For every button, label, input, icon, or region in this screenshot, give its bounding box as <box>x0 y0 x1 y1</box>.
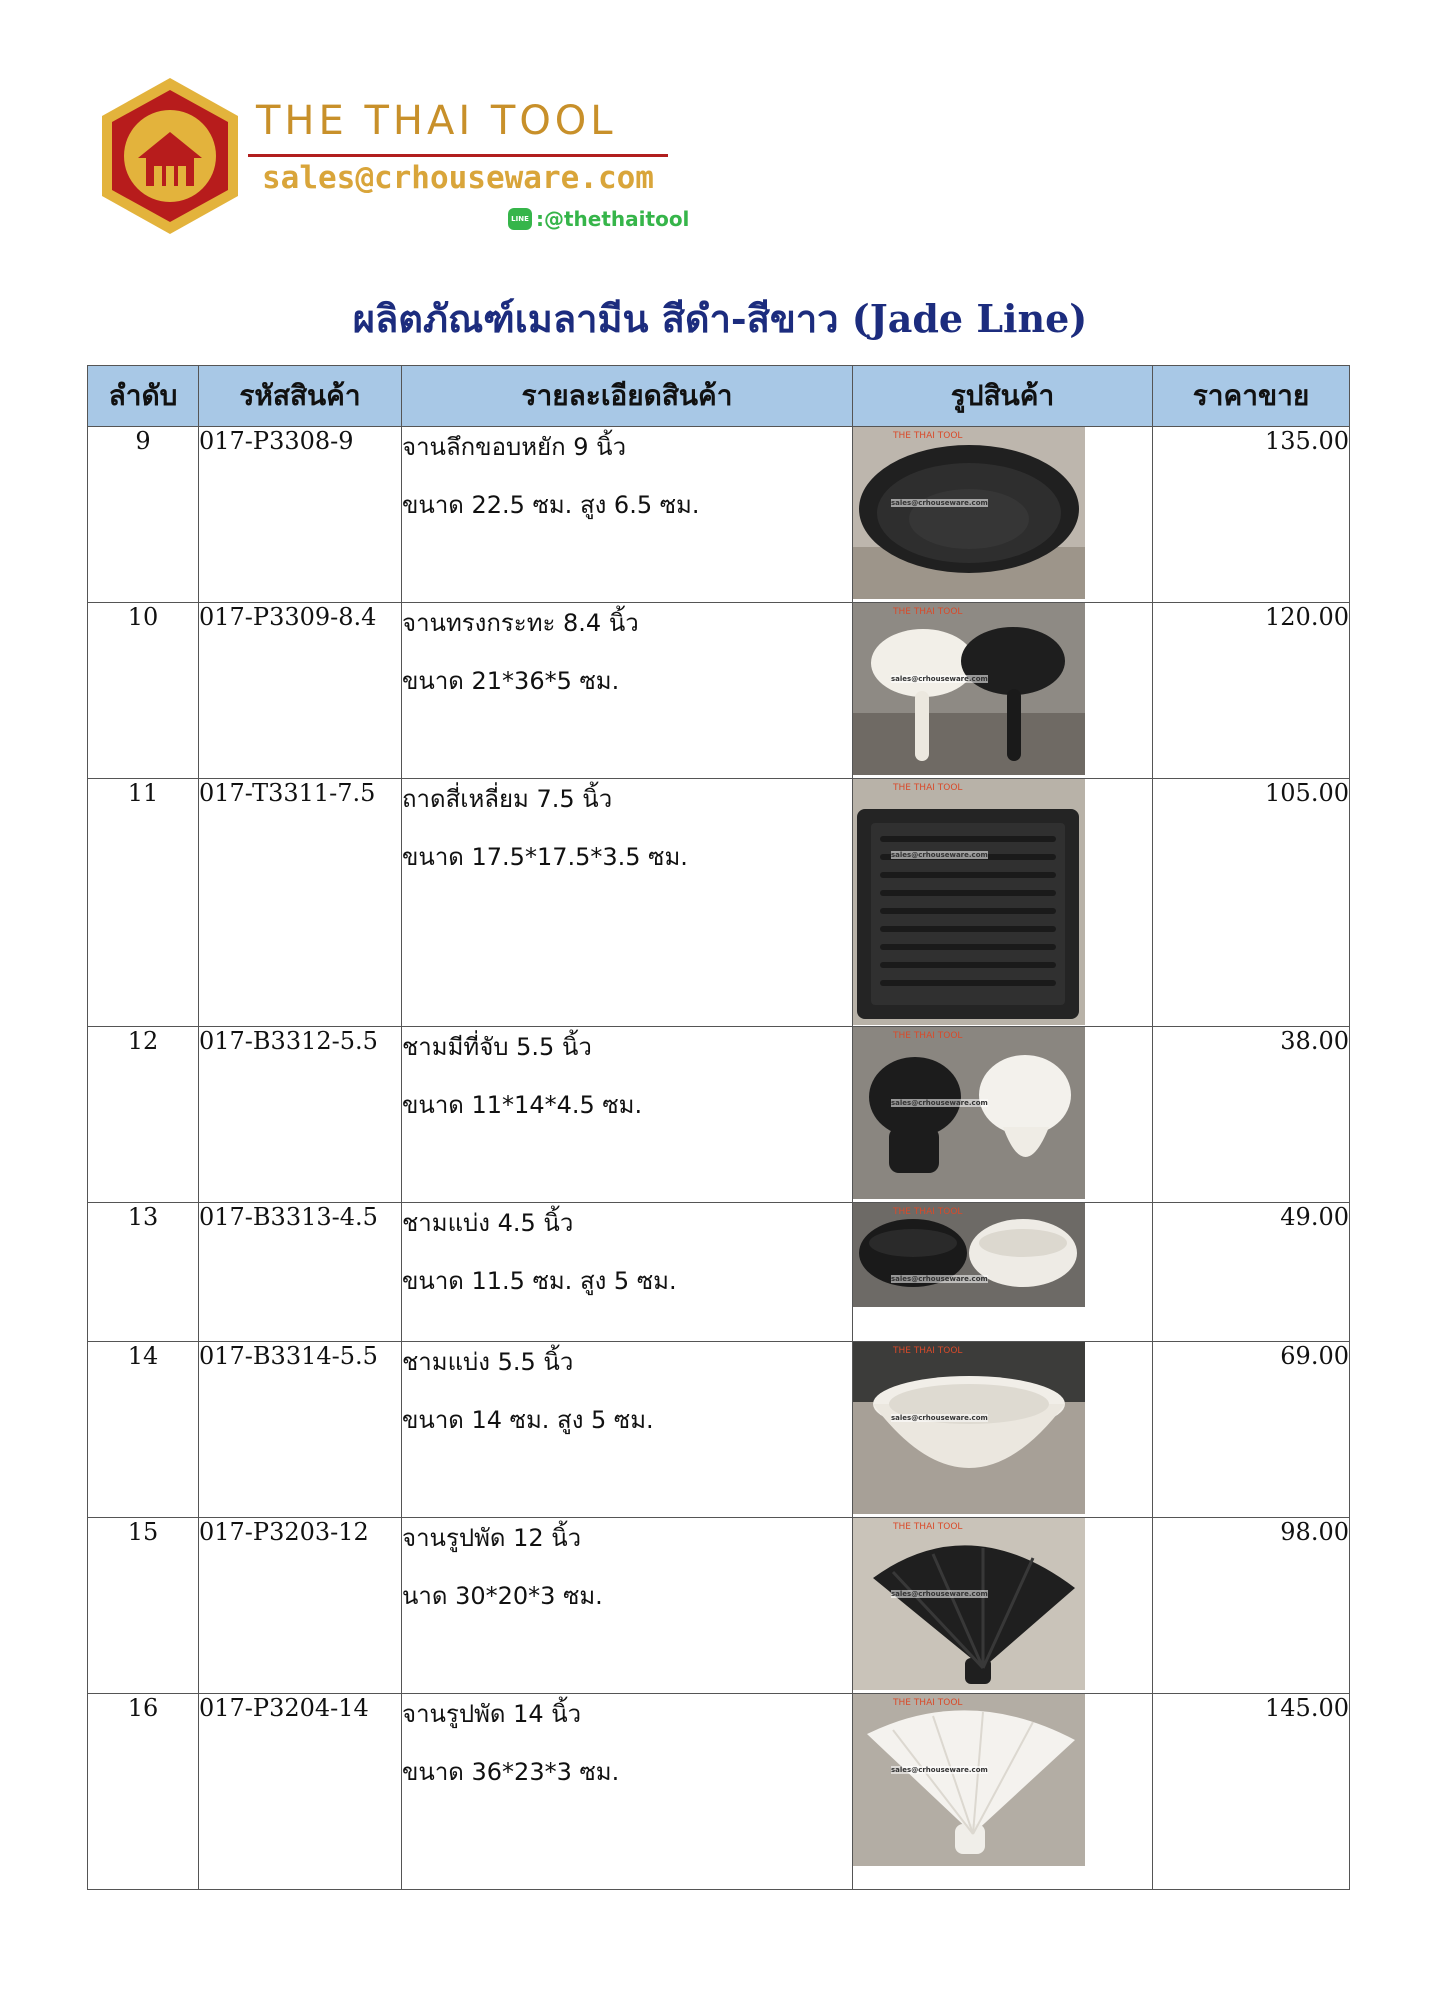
row-number: 12 <box>88 1027 199 1203</box>
product-code: 017-P3308-9 <box>199 427 402 603</box>
table-row <box>88 427 1350 603</box>
line-app-icon: LINE <box>508 208 532 230</box>
product-name: จานรูปพัด 14 นิ้ว <box>402 1700 582 1728</box>
product-price: 38.00 <box>1153 1027 1350 1203</box>
product-details <box>402 427 853 603</box>
row-number: 14 <box>88 1342 199 1518</box>
brand-name: THE THAI TOOL <box>256 98 617 144</box>
product-photo <box>853 603 1085 775</box>
photo-watermark: THE THAI TOOL <box>893 1031 963 1041</box>
product-code: 017-P3309-8.4 <box>199 603 402 779</box>
product-image-cell <box>853 427 1153 603</box>
product-code: 017-P3204-14 <box>199 1694 402 1890</box>
table-row <box>88 1342 1350 1518</box>
product-details <box>402 603 853 779</box>
table-row <box>88 1694 1350 1890</box>
col-header-code: รหัสสินค้า <box>199 366 402 427</box>
photo-watermark-email: sales@crhouseware.com <box>891 1590 988 1598</box>
product-photo <box>853 1518 1085 1690</box>
product-name: ชามแบ่ง 4.5 นิ้ว <box>402 1209 574 1237</box>
product-size: ขนาด 21*36*5 ซม. <box>402 667 620 695</box>
row-number: 11 <box>88 779 199 1027</box>
col-header-image: รูปสินค้า <box>853 366 1153 427</box>
product-photo <box>853 1027 1085 1199</box>
row-number: 13 <box>88 1203 199 1342</box>
product-size: นาด 30*20*3 ซม. <box>402 1582 603 1610</box>
photo-watermark: THE THAI TOOL <box>893 431 963 441</box>
table-row <box>88 779 1350 1027</box>
product-price: 49.00 <box>1153 1203 1350 1342</box>
product-price: 105.00 <box>1153 779 1350 1027</box>
page-title: ผลิตภัณฑ์เมลามีน สีดำ-สีขาว (Jade Line) <box>352 296 1088 341</box>
line-contact <box>508 207 689 231</box>
table-row <box>88 1518 1350 1694</box>
product-photo <box>853 1342 1085 1514</box>
product-size: ขนาด 11.5 ซม. สูง 5 ซม. <box>402 1267 677 1295</box>
col-header-details: รายละเอียดสินค้า <box>402 366 853 427</box>
product-size: ขนาด 36*23*3 ซม. <box>402 1758 620 1786</box>
product-name: จานทรงกระทะ 8.4 นิ้ว <box>402 609 639 637</box>
product-details <box>402 1342 853 1518</box>
product-size: ขนาด 14 ซม. สูง 5 ซม. <box>402 1406 654 1434</box>
line-handle: :@thethaitool <box>536 207 690 231</box>
product-photo <box>853 779 1085 1025</box>
product-image-cell <box>853 1518 1153 1694</box>
table-header-row <box>88 366 1350 427</box>
contact-email: sales@crhouseware.com <box>262 160 654 196</box>
product-name: ถาดสี่เหลี่ยม 7.5 นิ้ว <box>402 785 613 813</box>
col-header-price: ราคาขาย <box>1153 366 1350 427</box>
product-price: 98.00 <box>1153 1518 1350 1694</box>
row-number: 9 <box>88 427 199 603</box>
product-photo <box>853 427 1085 599</box>
product-name: ชามมีที่จับ 5.5 นิ้ว <box>402 1033 592 1061</box>
product-size: ขนาด 17.5*17.5*3.5 ซม. <box>402 843 688 871</box>
photo-watermark: THE THAI TOOL <box>893 1346 963 1356</box>
product-price: 145.00 <box>1153 1694 1350 1890</box>
product-name: จานลึกขอบหยัก 9 นิ้ว <box>402 433 627 461</box>
product-price: 69.00 <box>1153 1342 1350 1518</box>
photo-watermark-email: sales@crhouseware.com <box>891 1414 988 1422</box>
product-name: ชามแบ่ง 5.5 นิ้ว <box>402 1348 574 1376</box>
product-details <box>402 1203 853 1342</box>
product-table <box>87 365 1350 1890</box>
photo-watermark: THE THAI TOOL <box>893 1522 963 1532</box>
row-number: 15 <box>88 1518 199 1694</box>
product-image-cell <box>853 779 1153 1027</box>
product-details <box>402 1518 853 1694</box>
product-details <box>402 779 853 1027</box>
photo-watermark-email: sales@crhouseware.com <box>891 675 988 683</box>
product-image-cell <box>853 603 1153 779</box>
photo-watermark: THE THAI TOOL <box>893 783 963 793</box>
photo-watermark-email: sales@crhouseware.com <box>891 1766 988 1774</box>
photo-watermark-email: sales@crhouseware.com <box>891 1099 988 1107</box>
company-logo <box>88 74 688 244</box>
table-row <box>88 1027 1350 1203</box>
photo-watermark-email: sales@crhouseware.com <box>891 499 988 507</box>
brand-divider <box>248 154 668 157</box>
product-details <box>402 1694 853 1890</box>
photo-watermark: THE THAI TOOL <box>893 607 963 617</box>
product-size: ขนาด 22.5 ซม. สูง 6.5 ซม. <box>402 491 700 519</box>
product-name: จานรูปพัด 12 นิ้ว <box>402 1524 582 1552</box>
photo-watermark: THE THAI TOOL <box>893 1698 963 1708</box>
photo-watermark-email: sales@crhouseware.com <box>891 851 988 859</box>
product-details <box>402 1027 853 1203</box>
product-image-cell <box>853 1694 1153 1890</box>
product-price: 120.00 <box>1153 603 1350 779</box>
photo-watermark-email: sales@crhouseware.com <box>891 1275 988 1283</box>
product-image-cell <box>853 1342 1153 1518</box>
product-code: 017-B3314-5.5 <box>199 1342 402 1518</box>
product-image-cell <box>853 1027 1153 1203</box>
table-row <box>88 603 1350 779</box>
product-code: 017-T3311-7.5 <box>199 779 402 1027</box>
product-size: ขนาด 11*14*4.5 ซม. <box>402 1091 643 1119</box>
product-photo <box>853 1203 1085 1307</box>
row-number: 10 <box>88 603 199 779</box>
product-image-cell <box>853 1203 1153 1342</box>
table-row <box>88 1203 1350 1342</box>
house-hexagon-icon <box>88 74 252 238</box>
product-code: 017-P3203-12 <box>199 1518 402 1694</box>
product-code: 017-B3313-4.5 <box>199 1203 402 1342</box>
col-header-no: ลำดับ <box>88 366 199 427</box>
product-code: 017-B3312-5.5 <box>199 1027 402 1203</box>
photo-watermark: THE THAI TOOL <box>893 1207 963 1217</box>
row-number: 16 <box>88 1694 199 1890</box>
product-photo <box>853 1694 1085 1866</box>
product-price: 135.00 <box>1153 427 1350 603</box>
